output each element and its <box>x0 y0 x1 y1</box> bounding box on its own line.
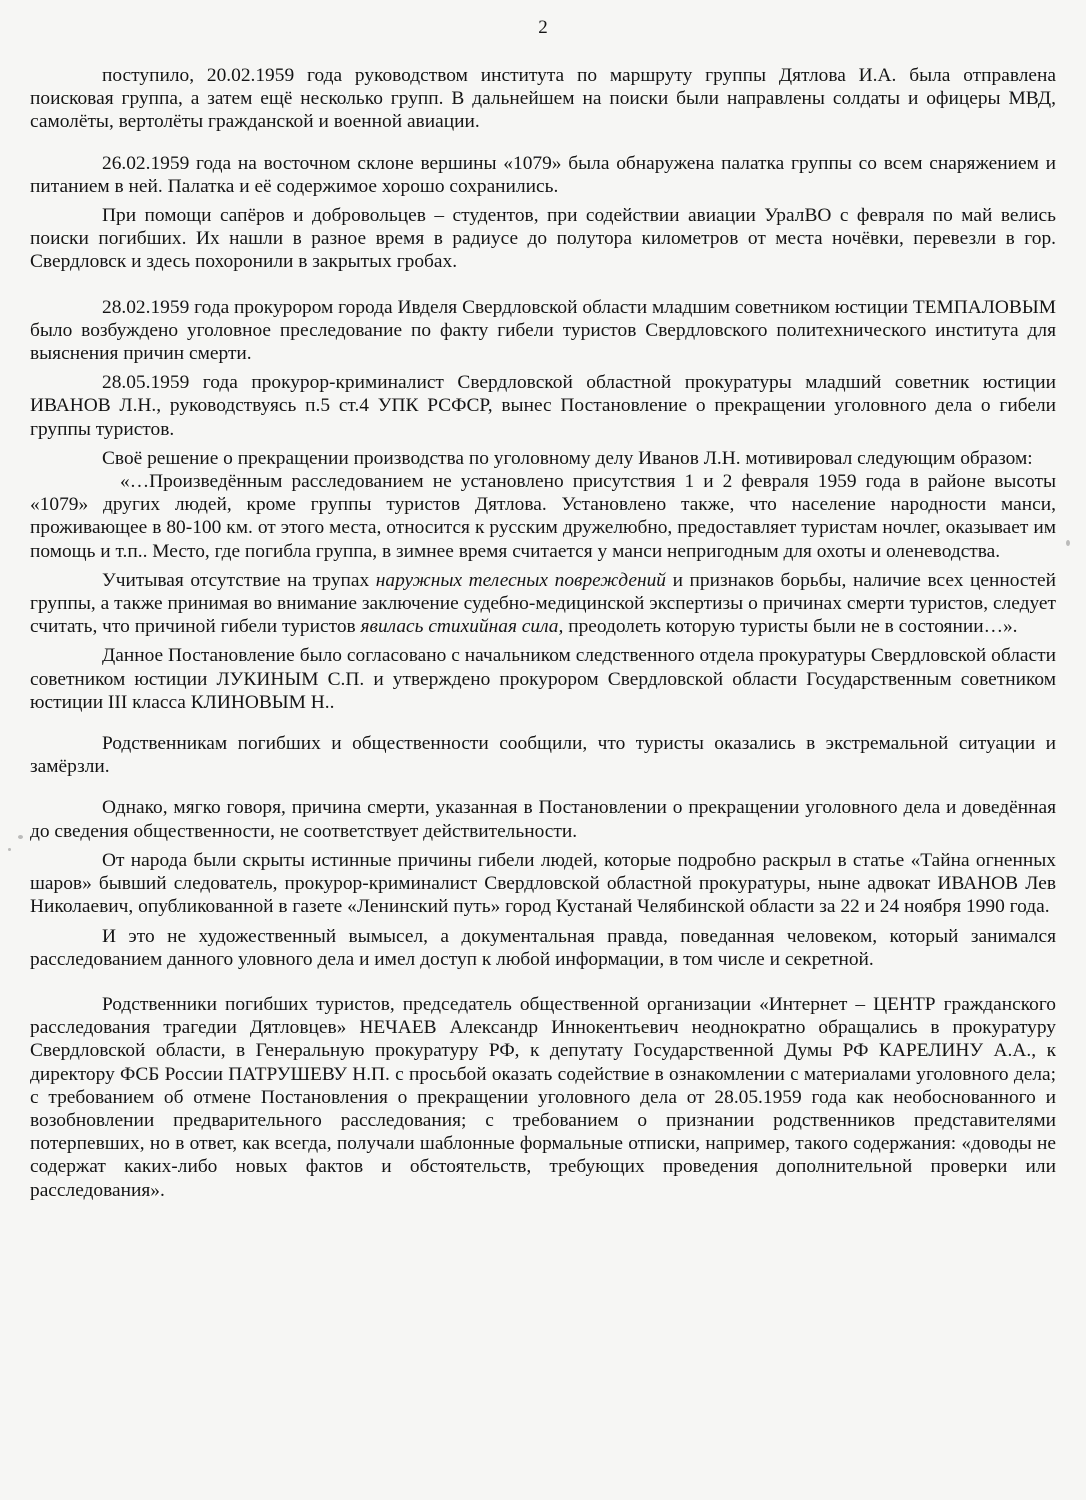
paragraph-appeals: Родственники погибших туристов, председатель общественной организации «Интернет – ЦЕНТР гражданского расследования трагедии Дятловцев» НЕЧАЕВ Александр Иннокентьевич неоднократно обращались в прокуратуру Свердловской области, в Генеральную прокуратуру РФ, к депутату Государственной Думы РФ КАРЕЛИНУ А.А., к директору ФСБ России ПАТРУШЕВУ Н.П. с просьбой оказать содействие в ознакомлении с материалами уголовного дела; с требованием об отмене Постановления о прекращении уголовного дела от 28.05.1959 года как необоснованного и возобновлении предварительного расследования; с требованием о признании родственников представителями потерпевших, но в ответ, как всегда, получали шаблонные формальные отписки, например, такого содержания: «доводы не содержат каких-либо новых фактов и обстоятельств, требующих проведения дополнительной проверки или расследования». <box>30 993 1056 1201</box>
scan-speck <box>18 835 23 839</box>
paragraph-case-opened: 28.02.1959 года прокурором города Ивделя Свердловской области младшим советником юстиции ТЕМПАЛОВЫМ было возбуждено уголовное преследование по факту гибели туристов Свердловского политехнического института для выяснения причин смерти. <box>30 296 1057 365</box>
scan-speck <box>1066 540 1070 546</box>
scan-speck <box>8 848 11 851</box>
paragraph-cause-mismatch: Однако, мягко говоря, причина смерти, указанная в Постановлении о прекращении уголовного дела и доведённая до сведения общественности, не соответствует действительности. <box>30 797 1056 842</box>
paragraph-hidden-causes: От народа были скрыты истинные причины гибели людей, которые подробно раскрыл в статье «Тайна огненных шаров» бывший следователь, прокурор-криминалист Свердловской областной прокуратуры, ныне адвокат ИВАНОВ Лев Николаевич, опубликованной в газете «Ленинский путь» город Кустанай Челябинской области за 22 и 24 ноября 1990 года. <box>30 849 1056 918</box>
paragraph-documentary-truth: И это не художественный вымысел, а документальная правда, поведанная человеком, который занимался расследованием данного уловного дела и имел доступ к любой информации, в том числе и секретной. <box>30 925 1056 970</box>
paragraph-search-bodies: При помощи сапёров и добровольцев – студентов, при содействии авиации УралВО с февраля по май велись поиски погибших. Их нашли в разное время в радиусе до полутора километров от места ночёвки, перевезли в гор. Свердловск и здесь похоронили в закрытых гробах. <box>30 205 1056 273</box>
reasoning-text-2: и признаков борьбы, наличие всех ценностей группы, а также принимая во внимание заключение судебно-медицинской экспертизы о причинах смерти туристов, следует считать, что причиной гибели туристов <box>30 569 1056 638</box>
paragraph-case-closed: 28.05.1959 года прокурор-криминалист Свердловской областной прокуратуры младший советник юстиции ИВАНОВ Л.Н., руководствуясь п.5 ст.4 УПК РСФСР, вынес Постановление о прекращении уголовного дела о гибели группы туристов. <box>30 372 1056 440</box>
reasoning-italic-injuries: наружных телесных повреждений <box>375 569 666 591</box>
paragraph-tent-found: 26.02.1959 года на восточном склоне вершины «1079» была обнаружена палатка группы со всем снаряжением и питанием в ней. Палатка и её содержимое хорошо сохранились. <box>30 152 1056 197</box>
paragraph-quote-investigation: «…Произведённым расследованием не установлено присутствия 1 и 2 февраля 1959 года в районе высоты «1079» других людей, кроме группы туристов Дятлова. Установлено также, что население народности манси, проживающее в 80-100 км. от этого места, относится к русским дружелюбно, предоставляет туристам ночлег, оказывает им помощь и т.п.. Место, где погибла группа, в зимнее время считается у манси непригодным для охоты и оленеводства. <box>30 471 1056 562</box>
reasoning-italic-force: явилась стихийная сила, <box>360 616 564 638</box>
paragraph-search-start: поступило, 20.02.1959 года руководством института по маршруту группы Дятлова И.А. была отправлена поисковая группа, а затем ещё несколько групп. В дальнейшем на поиски были направлены солдаты и офицеры МВД, самолёты, вертолёты гражданской и военной авиации. <box>30 65 1056 133</box>
page-number: 2 <box>538 17 548 38</box>
reasoning-text-1: Учитывая отсутствие на трупах <box>102 569 376 591</box>
reasoning-text-3: преодолеть которую туристы были не в состоянии…». <box>563 616 1018 638</box>
paragraph-decision-intro: Своё решение о прекращении производства по уголовному делу Иванов Л.Н. мотивировал следующим образом: <box>102 447 1033 469</box>
paragraph-approval: Данное Постановление было согласовано с начальником следственного отдела прокуратуры Свердловской области советником юстиции ЛУКИНЫМ С.П. и утверждено прокурором Свердловской области Государственным советником юстиции III класса КЛИНОВЫМ Н.. <box>30 645 1056 713</box>
paragraph-relatives-informed: Родственникам погибших и общественности сообщили, что туристы оказались в экстремальной ситуации и замёрзли. <box>30 733 1056 778</box>
paragraph-quote-reasoning <box>30 569 1056 639</box>
